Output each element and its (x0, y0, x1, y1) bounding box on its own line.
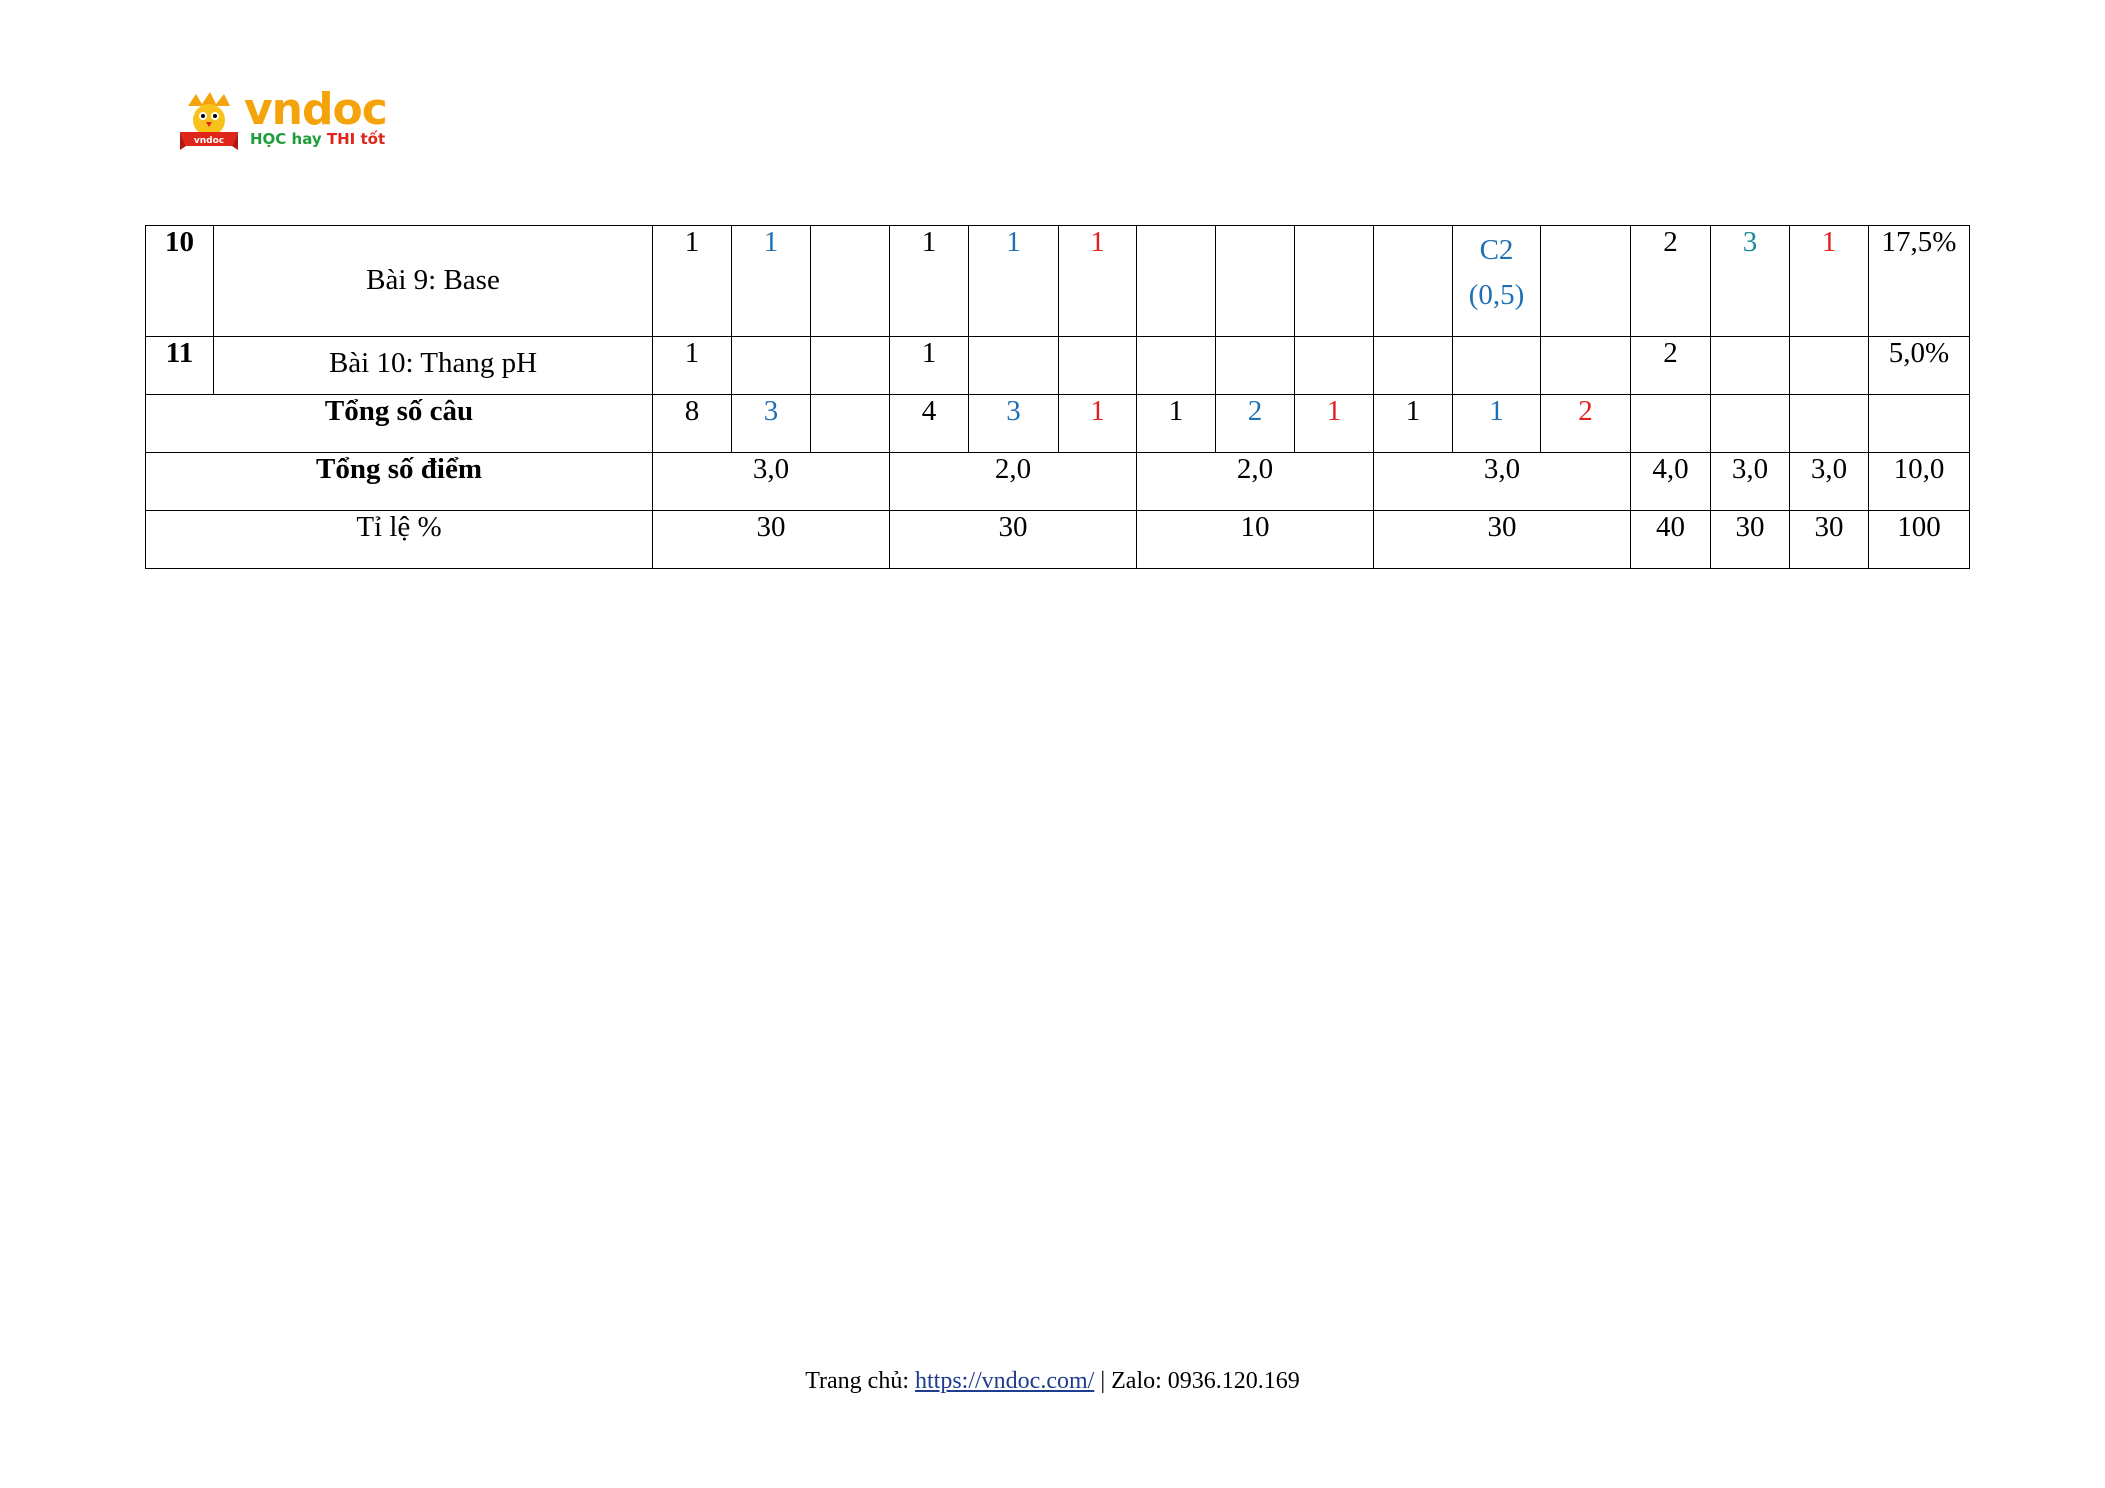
cell: 1 (1790, 226, 1869, 337)
cell (1374, 337, 1453, 395)
cell (1631, 395, 1711, 453)
cell: 1 (890, 337, 969, 395)
cell (1059, 337, 1137, 395)
cell: 1 (732, 226, 811, 337)
cell: 3 (732, 395, 811, 453)
lesson-name: Bài 9: Base (214, 226, 653, 337)
cell (1453, 337, 1541, 395)
cell (1790, 395, 1869, 453)
cell (811, 395, 890, 453)
lesson-name: Bài 10: Thang pH (214, 337, 653, 395)
cell: 1 (1059, 395, 1137, 453)
cell (811, 337, 890, 395)
cell: 10 (1137, 511, 1374, 569)
cell: 3 (969, 395, 1059, 453)
cell-percent: 5,0% (1869, 337, 1970, 395)
cell-c2 (1453, 226, 1541, 337)
cell (1711, 395, 1790, 453)
cell (1216, 337, 1295, 395)
cell (1216, 226, 1295, 337)
logo-tagline (250, 132, 385, 147)
cell: 40 (1631, 511, 1711, 569)
cell: 1 (653, 337, 732, 395)
question-code: C2 (1479, 234, 1514, 266)
table-row (146, 226, 1970, 337)
total-points-row (146, 453, 1970, 511)
cell: 3,0 (1711, 453, 1790, 511)
cell: 1 (1059, 226, 1137, 337)
cell: 30 (1790, 511, 1869, 569)
percent-row (146, 511, 1970, 569)
cell (811, 226, 890, 337)
total-questions-label: Tổng số câu (146, 395, 653, 453)
cell: 1 (969, 226, 1059, 337)
cell: 1 (1295, 395, 1374, 453)
cell (732, 337, 811, 395)
cell: 3,0 (1790, 453, 1869, 511)
cell (1790, 337, 1869, 395)
cell: 100 (1869, 511, 1970, 569)
cell: 2,0 (890, 453, 1137, 511)
cell: 2,0 (1137, 453, 1374, 511)
footer-zalo: | Zalo: 0936.120.169 (1094, 1368, 1300, 1394)
cell: 1 (653, 226, 732, 337)
logo-wordmark: vndoc (244, 84, 387, 135)
cell (1137, 226, 1216, 337)
total-points-label: Tổng số điểm (146, 453, 653, 511)
cell (1711, 337, 1790, 395)
cell: 2 (1631, 226, 1711, 337)
cell: 2 (1631, 337, 1711, 395)
homepage-link[interactable]: https://vndoc.com/ (915, 1368, 1095, 1394)
cell: 3,0 (653, 453, 890, 511)
tagline-part2: THI tốt (326, 130, 386, 148)
cell: 1 (890, 226, 969, 337)
svg-text:vndoc: vndoc (193, 136, 225, 146)
cell: 30 (653, 511, 890, 569)
table-row (146, 337, 1970, 395)
cell (1137, 337, 1216, 395)
cell: 3,0 (1374, 453, 1631, 511)
cell: 3 (1711, 226, 1790, 337)
total-questions-row (146, 395, 1970, 453)
cell: 30 (890, 511, 1137, 569)
cell: 30 (1711, 511, 1790, 569)
cell: 4,0 (1631, 453, 1711, 511)
cell: 2 (1216, 395, 1295, 453)
cell (1869, 395, 1970, 453)
assessment-matrix-table (145, 225, 1970, 569)
tagline-part1: HỌC hay (250, 130, 322, 148)
row-number: 10 (146, 226, 214, 337)
cell (1295, 337, 1374, 395)
cell (1374, 226, 1453, 337)
cell (1541, 226, 1631, 337)
cell: 1 (1453, 395, 1541, 453)
page-footer (0, 1368, 2105, 1395)
row-number: 11 (146, 337, 214, 395)
mascot-icon (180, 92, 246, 154)
cell: 1 (1137, 395, 1216, 453)
cell: 8 (653, 395, 732, 453)
cell (1295, 226, 1374, 337)
vndoc-logo[interactable] (180, 84, 400, 158)
cell (1541, 337, 1631, 395)
cell: 30 (1374, 511, 1631, 569)
cell: 1 (1374, 395, 1453, 453)
footer-prefix: Trang chủ: (805, 1368, 915, 1394)
question-points: (0,5) (1468, 278, 1525, 311)
cell (969, 337, 1059, 395)
cell: 10,0 (1869, 453, 1970, 511)
cell-percent: 17,5% (1869, 226, 1970, 337)
cell: 2 (1541, 395, 1631, 453)
cell: 4 (890, 395, 969, 453)
percent-label: Tỉ lệ % (146, 511, 653, 569)
